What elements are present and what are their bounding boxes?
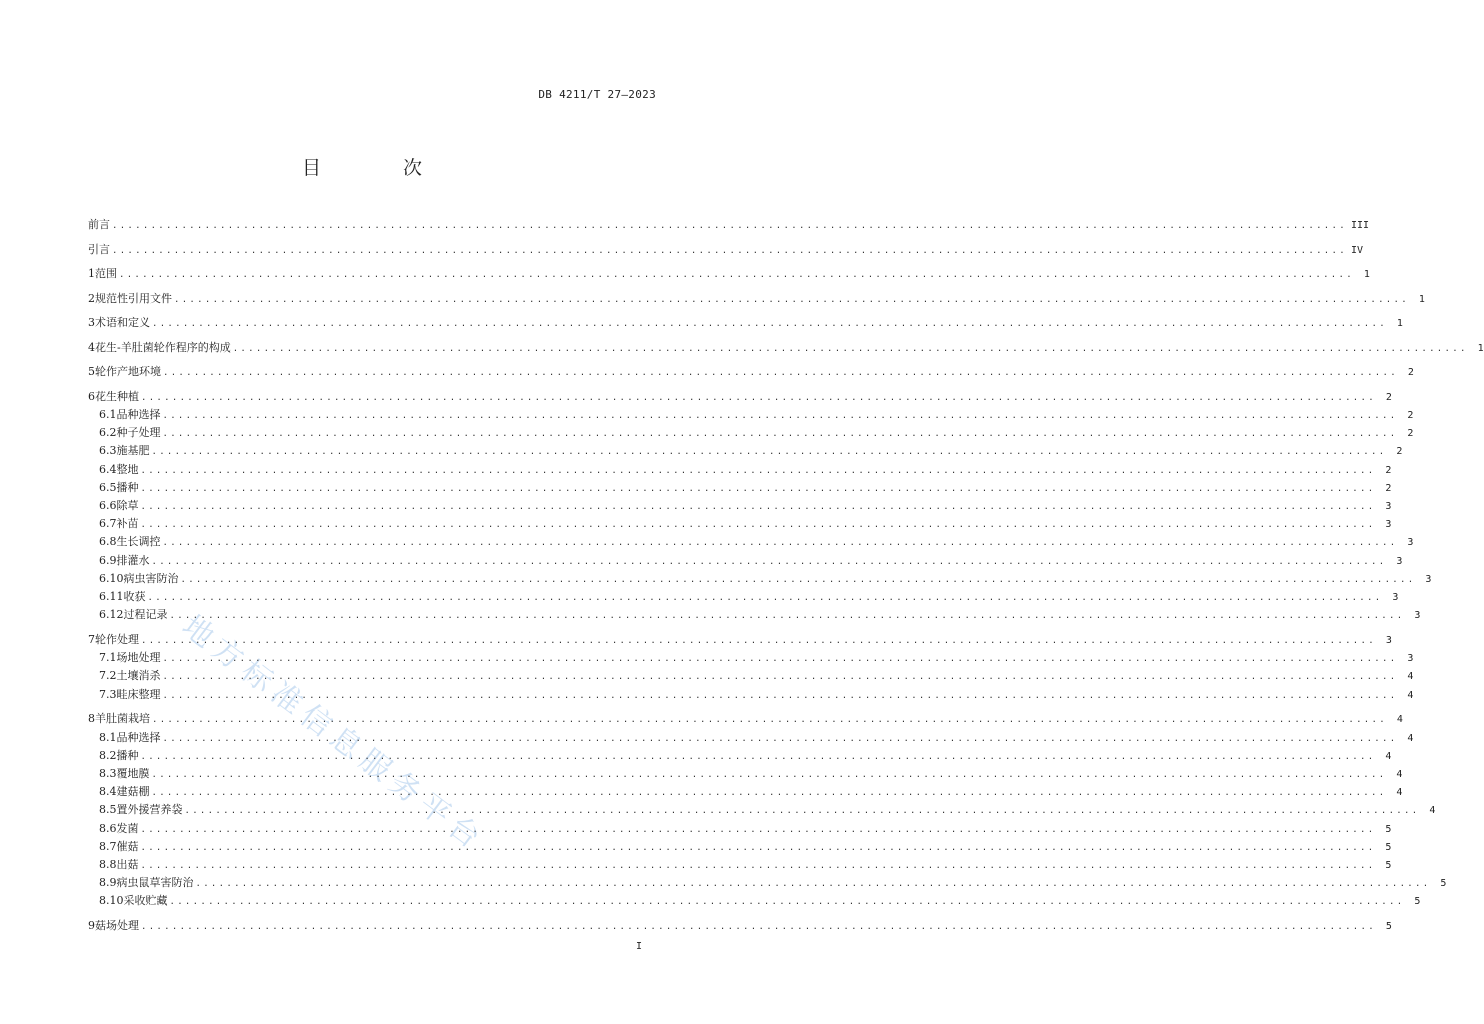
toc-entry-label: 整地 (116, 462, 139, 476)
toc-entry-page: 3 (1407, 653, 1414, 665)
toc-entry-page: 4 (1396, 787, 1403, 799)
toc-entry-page: 3 (1414, 610, 1421, 622)
toc-entry-page: 4 (1396, 769, 1403, 780)
toc-leader-dots: ................................................................................................................................................................ (232, 343, 1468, 354)
toc-leader-dots: ................................................................................................................................................................ (119, 270, 1354, 280)
toc-entry-number: 6.4 (99, 462, 117, 476)
toc-entry-number: 6.1 (99, 408, 117, 421)
toc-leader-dots: ................................................................................................................................................................ (140, 842, 1376, 853)
toc-entry[interactable] (99, 669, 1414, 684)
toc-entry-number: 8 (88, 712, 95, 726)
toc-entry-number: 9 (88, 918, 95, 932)
toc-entry-label: 病虫害防治 (123, 571, 179, 585)
toc-entry-page: 1 (1477, 342, 1484, 354)
toc-entry-number: 6.10 (99, 571, 124, 585)
toc-entry-number: 6.6 (99, 499, 117, 512)
toc-leader-dots: ................................................................................................................................................................ (141, 635, 1376, 646)
toc-entry-label: 场地处理 (116, 651, 161, 665)
toc-entry-page: 3 (1385, 634, 1392, 646)
toc-entry-label: 播种 (116, 480, 139, 494)
toc-entry-number: 3 (88, 316, 95, 329)
toc-entry-page: 2 (1396, 446, 1403, 458)
toc-entry-label: 引言 (88, 242, 110, 256)
toc-entry-label: 除草 (116, 499, 139, 512)
toc-entry-label: 过程记录 (123, 608, 168, 622)
toc-entry[interactable] (88, 291, 1425, 307)
toc-entry-label: 种子处理 (116, 426, 161, 440)
toc-entry-label: 出菇 (116, 858, 139, 871)
toc-entry[interactable] (88, 918, 1392, 934)
toc-entry-number: 8.9 (99, 876, 117, 890)
toc-leader-dots: ................................................................................................................................................................ (169, 611, 1405, 622)
toc-entry[interactable] (99, 687, 1414, 703)
toc-entry[interactable] (88, 340, 1484, 356)
toc-leader-dots: ................................................................................................................................................................ (163, 368, 1398, 378)
toc-entry-number: 8.2 (99, 748, 117, 762)
toc-entry[interactable] (88, 267, 1370, 282)
toc-entry-number: 7 (88, 632, 95, 646)
toc-entry-label: 覆地膜 (116, 767, 150, 780)
toc-leader-dots: ................................................................................................................................................................ (162, 690, 1398, 701)
toc-leader-dots: ................................................................................................................................................................ (180, 574, 1416, 585)
toc-entry-label: 范围 (95, 267, 117, 280)
toc-entry-label: 收获 (123, 590, 146, 603)
toc-entry-number: 8.5 (99, 803, 117, 817)
toc-leader-dots: ................................................................................................................................................................ (112, 245, 1347, 256)
toc-entry[interactable] (99, 517, 1392, 532)
toc-entry-label: 发菌 (116, 821, 139, 835)
toc-leader-dots: ................................................................................................................................................................ (140, 483, 1376, 494)
toc-leader-dots: ................................................................................................................................................................ (184, 806, 1420, 817)
toc-leader-dots: ................................................................................................................................................................ (140, 824, 1376, 835)
toc-entry-number: 8.6 (99, 821, 117, 835)
toc-entry-label: 置外援营养袋 (116, 803, 183, 817)
toc-entry[interactable] (88, 218, 1370, 233)
toc-entry-number: 8.3 (99, 767, 117, 780)
toc-entry-page: 2 (1385, 464, 1392, 476)
toc-entry-page: III (1350, 220, 1370, 231)
toc-leader-dots: ................................................................................................................................................................ (140, 751, 1376, 762)
toc-entry-number: 7.3 (99, 687, 117, 701)
toc-leader-dots: ................................................................................................................................................................ (162, 733, 1398, 744)
toc-entry-label: 施基肥 (116, 444, 150, 458)
toc-entry-page: 4 (1385, 750, 1392, 762)
toc-entry-number: 8.8 (99, 858, 117, 871)
toc-entry[interactable] (88, 712, 1403, 727)
toc-entry-number: 6.8 (99, 535, 117, 549)
toc-entry-page: 3 (1392, 592, 1399, 603)
toc-entry-page: 2 (1407, 410, 1414, 421)
toc-leader-dots: ................................................................................................................................................................ (151, 788, 1387, 799)
toc-entry[interactable] (88, 316, 1403, 331)
toc-entry-number: 6.3 (99, 444, 117, 458)
toc-entry[interactable] (99, 571, 1432, 587)
toc-entry-label: 轮作处理 (95, 632, 139, 646)
toc-entry-label: 品种选择 (116, 408, 161, 421)
toc-entry-page: 2 (1407, 367, 1414, 378)
toc-entry[interactable] (99, 553, 1403, 569)
page-title: 目 次 (301, 157, 461, 179)
toc-leader-dots: ................................................................................................................................................................ (174, 294, 1409, 305)
toc-entry-label: 菇场处理 (95, 918, 139, 932)
toc-entry-label: 建菇棚 (116, 785, 150, 799)
toc-entry-number: 8.7 (99, 839, 117, 853)
toc-entry-page: 1 (1363, 269, 1370, 280)
toc-entry[interactable] (99, 426, 1414, 441)
toc-entry-label: 花生种植 (95, 389, 139, 403)
toc-entry-number: 2 (88, 291, 95, 305)
toc-entry-page: 5 (1385, 920, 1392, 932)
toc-entry-page: 1 (1396, 318, 1403, 329)
toc-entry-label: 生长调控 (116, 535, 161, 549)
toc-entry-label: 催菇 (116, 839, 139, 853)
toc-entry-page: 3 (1425, 573, 1432, 585)
toc-entry[interactable] (99, 499, 1392, 514)
toc-entry[interactable] (99, 767, 1403, 782)
toc-leader-dots: ................................................................................................................................................................ (152, 319, 1387, 329)
toc-entry-page: 4 (1396, 714, 1403, 726)
toc-entry[interactable] (99, 839, 1392, 855)
page-number: I (635, 941, 642, 952)
toc-entry[interactable] (88, 242, 1363, 258)
toc-leader-dots: ................................................................................................................................................................ (151, 770, 1387, 780)
toc-entry-label: 病虫鼠草害防治 (116, 876, 194, 890)
toc-entry-number: 4 (88, 340, 95, 354)
toc-entry[interactable] (99, 608, 1421, 623)
toc-leader-dots: ................................................................................................................................................................ (140, 520, 1376, 531)
toc-leader-dots: ................................................................................................................................................................ (151, 447, 1387, 458)
toc-entry-page: 1 (1418, 293, 1425, 305)
toc-entry[interactable] (99, 785, 1403, 800)
toc-entry-number: 6.12 (99, 608, 124, 622)
toc-entry-label: 畦床整理 (116, 687, 161, 701)
toc-entry-page: 5 (1385, 860, 1392, 871)
toc-leader-dots: ................................................................................................................................................................ (169, 897, 1405, 908)
toc-entry-label: 轮作产地环境 (95, 365, 161, 378)
toc-entry[interactable] (99, 748, 1392, 764)
toc-entry-page: 4 (1407, 689, 1414, 701)
toc-entry-number: 1 (88, 267, 95, 280)
toc-entry[interactable] (99, 480, 1392, 496)
toc-leader-dots: ................................................................................................................................................................ (151, 556, 1387, 567)
toc-entry[interactable] (99, 462, 1392, 478)
toc-leader-dots: ................................................................................................................................................................ (162, 429, 1398, 440)
toc-leader-dots: ................................................................................................................................................................ (141, 392, 1376, 403)
toc-entry[interactable] (99, 876, 1447, 891)
toc-entry-label: 品种选择 (116, 730, 161, 744)
toc-leader-dots: ................................................................................................................................................................ (152, 715, 1387, 726)
toc-leader-dots: ................................................................................................................................................................ (195, 879, 1431, 890)
toc-entry-number: 5 (88, 365, 95, 378)
toc-entry[interactable] (99, 858, 1392, 873)
toc-entry-label: 前言 (88, 218, 110, 231)
toc-leader-dots: ................................................................................................................................................................ (112, 221, 1347, 231)
toc-leader-dots: ................................................................................................................................................................ (162, 672, 1398, 683)
toc-entry-label: 排灌水 (116, 553, 150, 567)
toc-entry-label: 羊肚菌栽培 (95, 712, 150, 726)
toc-entry[interactable] (88, 389, 1392, 405)
toc-entry-page: 4 (1407, 671, 1414, 683)
toc-entry-number: 7.2 (99, 669, 117, 683)
toc-leader-dots: ................................................................................................................................................................ (141, 921, 1376, 932)
toc-leader-dots: ................................................................................................................................................................ (162, 654, 1398, 665)
toc-entry-number: 6.11 (99, 590, 124, 603)
toc-entry-number: 6.7 (99, 517, 117, 531)
toc-entry-number: 6.2 (99, 426, 117, 440)
toc-entry[interactable] (99, 408, 1414, 423)
toc-entry[interactable] (99, 651, 1414, 666)
toc-entry-label: 采收贮藏 (123, 894, 168, 908)
toc-entry[interactable] (99, 535, 1414, 550)
toc-entry-number: 6.5 (99, 480, 117, 494)
toc-entry[interactable] (88, 365, 1414, 380)
toc-entry-page: 3 (1385, 519, 1392, 531)
toc-leader-dots: ................................................................................................................................................................ (162, 538, 1398, 549)
document-code: DB 4211/T 27—2023 (538, 88, 656, 101)
toc-leader-dots: ................................................................................................................................................................ (147, 593, 1383, 603)
toc-entry-number: 7.1 (99, 651, 117, 665)
toc-entry-page: 2 (1407, 428, 1414, 440)
toc-entry-page: IV (1350, 244, 1363, 256)
toc-entry-number: 6 (88, 389, 95, 403)
toc-entry-number: 6.9 (99, 553, 117, 567)
toc-entry-page: 3 (1407, 537, 1414, 549)
toc-entry[interactable] (99, 803, 1436, 818)
toc-entry-page: 5 (1414, 896, 1421, 908)
toc-leader-dots: ................................................................................................................................................................ (162, 411, 1398, 421)
toc-entry-page: 5 (1440, 878, 1447, 890)
toc-leader-dots: ................................................................................................................................................................ (140, 502, 1376, 512)
toc-entry-page: 5 (1385, 841, 1392, 853)
toc-entry-page: 3 (1385, 501, 1392, 512)
toc-entry-label: 补苗 (116, 517, 139, 531)
toc-entry[interactable] (88, 632, 1392, 648)
toc-entry-page: 5 (1385, 823, 1392, 835)
toc-entry-number: 8.10 (99, 894, 124, 908)
toc-entry-page: 3 (1396, 555, 1403, 567)
toc-entry-number: 8.1 (99, 730, 117, 744)
toc-leader-dots: ................................................................................................................................................................ (140, 861, 1376, 871)
toc-entry-label: 花生-羊肚菌轮作程序的构成 (95, 340, 231, 354)
toc-entry-number: 8.4 (99, 785, 117, 799)
toc-entry-page: 2 (1385, 391, 1392, 403)
toc-entry[interactable] (99, 444, 1403, 459)
toc-entry-page: 4 (1407, 732, 1414, 744)
toc-entry[interactable] (99, 894, 1421, 909)
toc-entry-label: 术语和定义 (95, 316, 150, 329)
toc-entry-page: 4 (1429, 805, 1436, 817)
toc-entry-label: 土壤消杀 (116, 669, 161, 683)
toc-entry-page: 2 (1385, 482, 1392, 494)
toc-leader-dots: ................................................................................................................................................................ (140, 465, 1376, 476)
toc-entry[interactable] (99, 730, 1414, 746)
toc-entry-label: 播种 (116, 748, 139, 762)
toc-entry[interactable] (99, 821, 1392, 837)
watermark-text: 地方标准信息服务平台 (175, 608, 492, 860)
toc-entry-label: 规范性引用文件 (95, 291, 172, 305)
toc-entry[interactable] (99, 590, 1399, 605)
